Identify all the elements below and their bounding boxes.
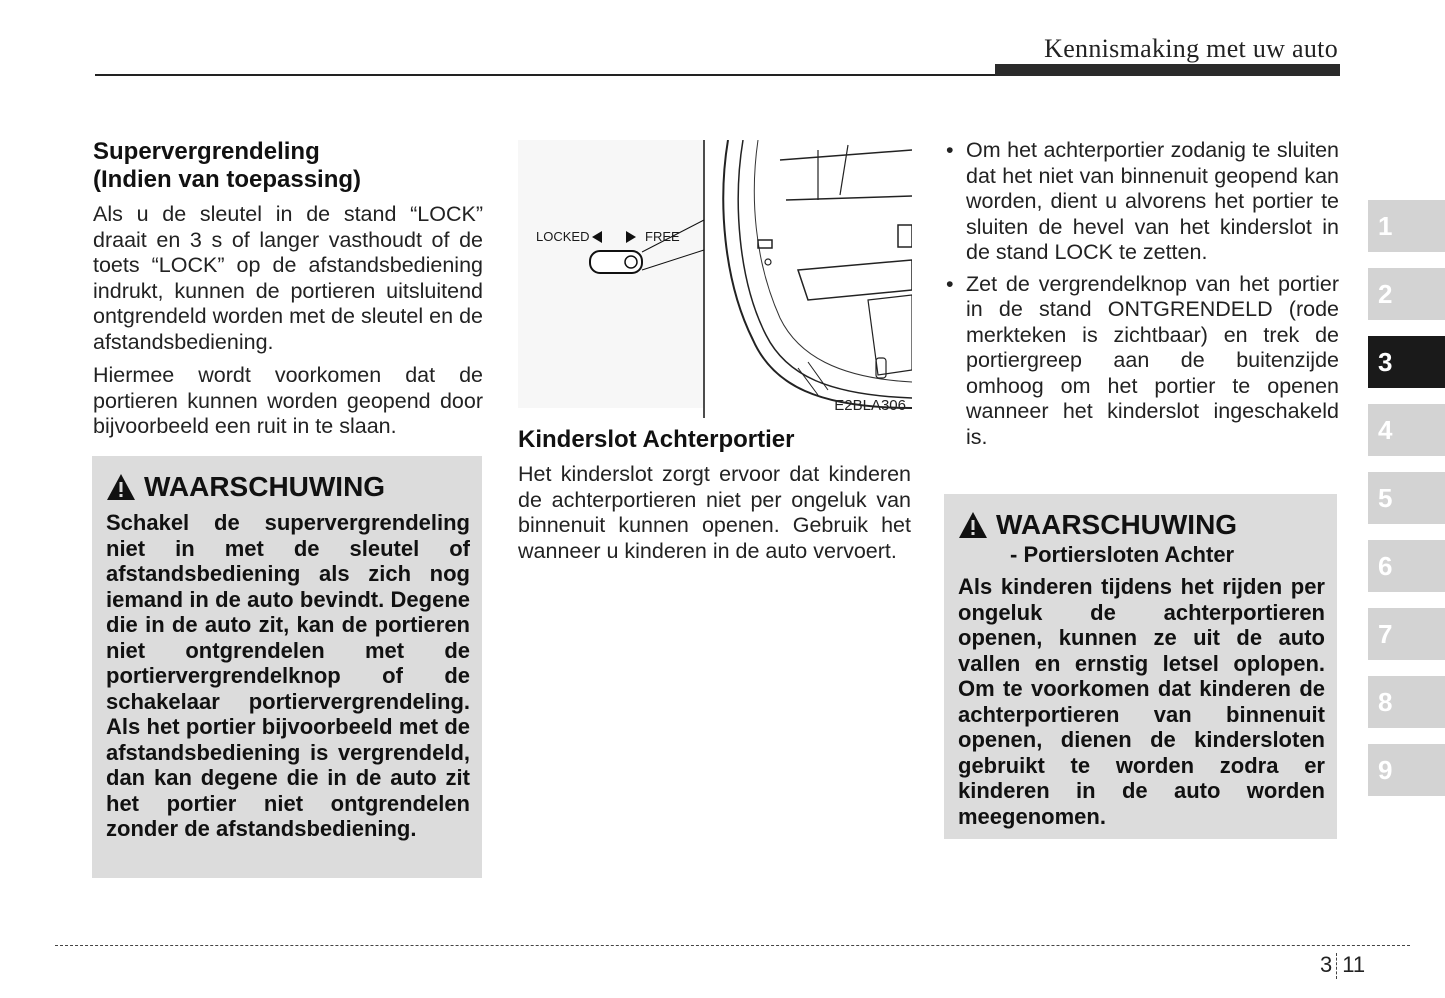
warning-box	[944, 494, 1337, 839]
header-rule	[95, 74, 995, 76]
chapter-tab[interactable]: 6	[1368, 540, 1445, 592]
warning-triangle-icon	[106, 473, 136, 501]
warning-subtitle: - Portiersloten Achter	[1010, 542, 1235, 567]
page-number: 3 11	[1320, 952, 1365, 979]
warning-triangle-icon	[958, 511, 988, 539]
right-column	[944, 138, 1339, 456]
left-column	[93, 138, 483, 448]
list-item: • Zet de vergrendelknop van het portier in de stand ONTGRENDELD (rode merkteken is zichtbaar) en trek de portiergreep aan de buitenzijde omhoog om het portier te openen wanneer het kinderslot ingeschakeld is.	[946, 271, 1339, 449]
chapter-tab[interactable]: 5	[1368, 472, 1445, 524]
chapter-tab[interactable]: 8	[1368, 676, 1445, 728]
chapter-tab[interactable]: 4	[1368, 404, 1445, 456]
footer-rule	[55, 945, 1410, 946]
section-heading: Kinderslot Achterportier	[518, 426, 795, 453]
warning-box	[92, 456, 482, 878]
chapter-tab-active[interactable]: 3	[1368, 336, 1445, 388]
chapter-tab[interactable]: 9	[1368, 744, 1445, 796]
section-heading-sub: (Indien van toepassing)	[93, 166, 362, 193]
chapter-tabs	[1368, 200, 1445, 812]
child-lock-figure	[518, 140, 912, 418]
header-rule-bar	[995, 64, 1340, 76]
warning-heading	[106, 470, 470, 504]
paragraph: Hiermee wordt voorkomen dat de portieren kunnen worden geopend door bijvoorbeeld een ruit in te slaan.	[93, 363, 483, 438]
warning-title: WAARSCHUWING	[996, 509, 1238, 540]
door-illustration	[518, 140, 912, 418]
section-heading: Supervergrendeling	[93, 138, 320, 165]
chapter-tab[interactable]: 2	[1368, 268, 1445, 320]
middle-column	[518, 426, 911, 572]
warning-text: Als kinderen tijdens het rijden per ongeluk de achterportieren openen, kunnen ze uit de auto vallen en ernstig letsel oplopen. Om te voorkomen dat kinderen de achterportieren van binnenuit openen, dienen de kindersloten gebruikt te worden zodra er kinderen in de auto worden meegenomen.	[958, 574, 1325, 829]
list-item: • Om het achterportier zodanig te sluiten dat het niet van binnenuit geopend kan worden, dient u alvorens het portier te sluiten de hevel van het kinderslot in de stand LOCK te zetten.	[946, 138, 1339, 264]
label-locked: LOCKED	[536, 229, 590, 244]
warning-text: Schakel de supervergrendeling niet in met de sleutel of afstandsbediening als zich nog iemand in de auto bevindt. Degene die in de auto zit, kan de portieren niet ontgrendelen met de portiervergrendelknop of de schakelaar portiervergrendeling. Als het portier bijvoorbeeld met de afstandsbediening is vergrendeld, dan kan degene die in de auto zit het portier niet ontgrendelen zonder de afstandsbediening.	[106, 510, 470, 841]
warning-title: WAARSCHUWING	[144, 471, 386, 502]
figure-code: E2BLA306	[834, 397, 906, 414]
warning-heading	[958, 508, 1325, 542]
label-free: FREE	[645, 229, 680, 244]
running-header: Kennismaking met uw auto	[1044, 34, 1338, 63]
chapter-tab[interactable]: 7	[1368, 608, 1445, 660]
paragraph: Als u de sleutel in de stand “LOCK” draait en 3 s of langer vasthoudt of de toets “LOCK” op de afstandsbediening indrukt, kunnen de portieren uitsluitend ontgrendeld worden met de sleutel en de afstandsbediening.	[93, 202, 483, 354]
paragraph: Het kinderslot zorgt ervoor dat kinderen de achterportieren niet per ongeluk van binnenuit kunnen openen. Gebruik het wanneer u kinderen in de auto vervoert.	[518, 462, 911, 563]
chapter-tab[interactable]: 1	[1368, 200, 1445, 252]
bullet-list	[944, 138, 1339, 450]
